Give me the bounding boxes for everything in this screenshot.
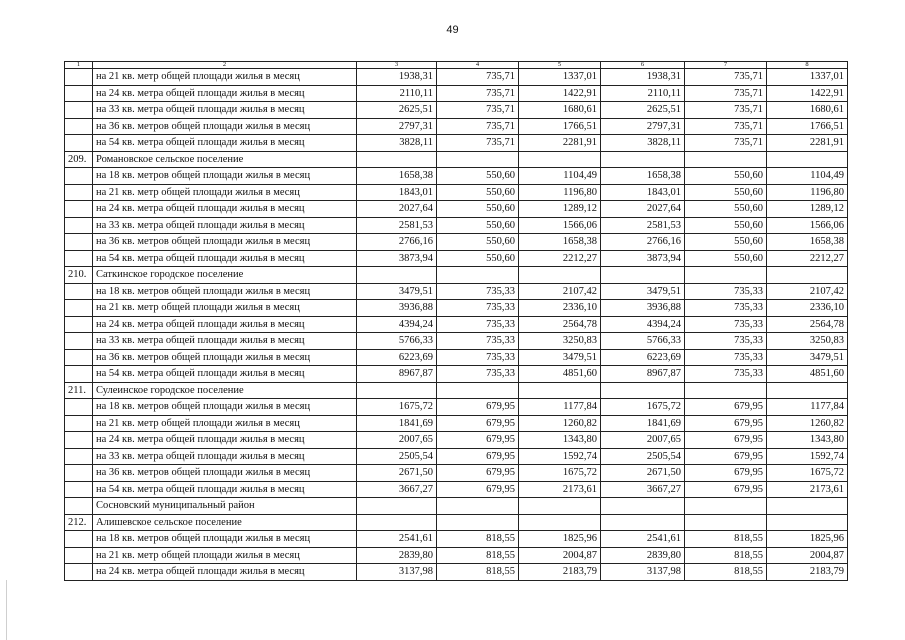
- value-cell-col-8: 2107,42: [767, 283, 848, 300]
- value-cell-col-7: 679,95: [685, 448, 767, 465]
- value-cell-col-7: 550,60: [685, 201, 767, 218]
- value-cell-col-7: [685, 382, 767, 399]
- table-header: [65, 62, 848, 69]
- value-cell-col-3: 8967,87: [357, 366, 437, 383]
- value-cell-col-8: 1675,72: [767, 465, 848, 482]
- value-cell-col-8: 2183,79: [767, 564, 848, 581]
- page-number: 49: [446, 24, 459, 36]
- row-number-cell: [65, 366, 93, 383]
- value-cell-col-3: 2839,80: [357, 547, 437, 564]
- value-cell-col-5: 2564,78: [519, 316, 601, 333]
- value-cell-col-7: 735,33: [685, 333, 767, 350]
- value-cell-col-5: 1104,49: [519, 168, 601, 185]
- row-number-cell: [65, 415, 93, 432]
- value-cell-col-6: 2110,11: [601, 85, 685, 102]
- value-cell-col-5: 1592,74: [519, 448, 601, 465]
- value-cell-col-6: 2007,65: [601, 432, 685, 449]
- value-cell-col-7: 735,71: [685, 102, 767, 119]
- value-cell-col-8: [767, 267, 848, 284]
- row-number-cell: [65, 349, 93, 366]
- value-cell-col-6: [601, 151, 685, 168]
- value-cell-col-5: [519, 151, 601, 168]
- value-cell-col-3: 2581,53: [357, 217, 437, 234]
- row-number-cell: [65, 481, 93, 498]
- value-cell-col-5: [519, 514, 601, 531]
- value-cell-col-7: 735,71: [685, 85, 767, 102]
- value-cell-col-7: 550,60: [685, 234, 767, 251]
- value-cell-col-3: 1843,01: [357, 184, 437, 201]
- value-cell-col-6: 3479,51: [601, 283, 685, 300]
- value-cell-col-3: 2766,16: [357, 234, 437, 251]
- row-number-cell: 211.: [65, 382, 93, 399]
- value-cell-col-5: 2173,61: [519, 481, 601, 498]
- value-cell-col-4: [437, 382, 519, 399]
- value-cell-col-7: [685, 151, 767, 168]
- value-cell-col-7: 550,60: [685, 217, 767, 234]
- row-name-cell: на 21 кв. метр общей площади жилья в месяц: [93, 184, 357, 201]
- value-cell-col-3: 3667,27: [357, 481, 437, 498]
- row-number-cell: [65, 102, 93, 119]
- table-row: [65, 300, 848, 317]
- table-row: [65, 102, 848, 119]
- value-cell-col-4: 818,55: [437, 547, 519, 564]
- table-row: [65, 283, 848, 300]
- value-cell-col-3: 1938,31: [357, 69, 437, 86]
- value-cell-col-7: 735,33: [685, 316, 767, 333]
- row-name-cell: на 54 кв. метра общей площади жилья в месяц: [93, 250, 357, 267]
- value-cell-col-4: 550,60: [437, 250, 519, 267]
- value-cell-col-5: 1766,51: [519, 118, 601, 135]
- value-cell-col-6: 3828,11: [601, 135, 685, 152]
- row-name-cell: Романовское сельское поселение: [93, 151, 357, 168]
- row-name-cell: на 21 кв. метр общей площади жилья в месяц: [93, 300, 357, 317]
- value-cell-col-8: 2212,27: [767, 250, 848, 267]
- row-name-cell: на 36 кв. метров общей площади жилья в месяц: [93, 234, 357, 251]
- table-row: [65, 366, 848, 383]
- table-row: [65, 399, 848, 416]
- row-number-cell: [65, 135, 93, 152]
- value-cell-col-8: 1177,84: [767, 399, 848, 416]
- value-cell-col-5: 1422,91: [519, 85, 601, 102]
- value-cell-col-4: 679,95: [437, 481, 519, 498]
- row-name-cell: на 24 кв. метра общей площади жилья в месяц: [93, 432, 357, 449]
- row-name-cell: на 54 кв. метра общей площади жилья в месяц: [93, 366, 357, 383]
- value-cell-col-7: 679,95: [685, 481, 767, 498]
- row-name-cell: на 54 кв. метра общей площади жилья в месяц: [93, 135, 357, 152]
- value-cell-col-5: 2281,91: [519, 135, 601, 152]
- value-cell-col-4: 735,33: [437, 366, 519, 383]
- scan-margin-line: [6, 580, 7, 640]
- value-cell-col-8: 1592,74: [767, 448, 848, 465]
- value-cell-col-5: 1196,80: [519, 184, 601, 201]
- value-cell-col-7: 735,33: [685, 300, 767, 317]
- value-cell-col-4: [437, 498, 519, 515]
- header-col-3: 3: [357, 62, 437, 69]
- row-number-cell: [65, 118, 93, 135]
- value-cell-col-6: 2625,51: [601, 102, 685, 119]
- row-name-cell: Саткинское городское поселение: [93, 267, 357, 284]
- row-name-cell: на 36 кв. метров общей площади жилья в месяц: [93, 349, 357, 366]
- value-cell-col-5: 2004,87: [519, 547, 601, 564]
- value-cell-col-4: 735,33: [437, 316, 519, 333]
- value-cell-col-8: 2173,61: [767, 481, 848, 498]
- value-cell-col-4: 735,71: [437, 69, 519, 86]
- value-cell-col-5: 2107,42: [519, 283, 601, 300]
- table-row: [65, 547, 848, 564]
- value-cell-col-4: 735,71: [437, 135, 519, 152]
- row-number-cell: [65, 448, 93, 465]
- value-cell-col-8: 1104,49: [767, 168, 848, 185]
- value-cell-col-8: 1825,96: [767, 531, 848, 548]
- table-row: [65, 201, 848, 218]
- value-cell-col-6: [601, 514, 685, 531]
- value-cell-col-4: 679,95: [437, 465, 519, 482]
- value-cell-col-3: [357, 514, 437, 531]
- value-cell-col-4: [437, 514, 519, 531]
- value-cell-col-3: 2505,54: [357, 448, 437, 465]
- table-row: [65, 415, 848, 432]
- table-body: [65, 69, 848, 581]
- value-cell-col-7: 735,71: [685, 135, 767, 152]
- value-cell-col-6: [601, 267, 685, 284]
- tariff-table: [64, 61, 848, 581]
- value-cell-col-3: 2625,51: [357, 102, 437, 119]
- table-row: [65, 481, 848, 498]
- value-cell-col-3: 2671,50: [357, 465, 437, 482]
- header-col-7: 7: [685, 62, 767, 69]
- table-row: [65, 184, 848, 201]
- value-cell-col-6: 2671,50: [601, 465, 685, 482]
- value-cell-col-8: 4851,60: [767, 366, 848, 383]
- row-number-cell: [65, 547, 93, 564]
- value-cell-col-3: 1658,38: [357, 168, 437, 185]
- value-cell-col-7: 818,55: [685, 564, 767, 581]
- row-number-cell: [65, 85, 93, 102]
- row-number-cell: 210.: [65, 267, 93, 284]
- table-row: [65, 69, 848, 86]
- value-cell-col-7: 735,33: [685, 366, 767, 383]
- value-cell-col-6: 3873,94: [601, 250, 685, 267]
- value-cell-col-4: 735,71: [437, 102, 519, 119]
- value-cell-col-4: 550,60: [437, 217, 519, 234]
- header-col-2: 2: [93, 62, 357, 69]
- value-cell-col-5: 1658,38: [519, 234, 601, 251]
- value-cell-col-7: 679,95: [685, 432, 767, 449]
- row-name-cell: на 33 кв. метра общей площади жилья в месяц: [93, 448, 357, 465]
- value-cell-col-8: 1343,80: [767, 432, 848, 449]
- table-row: [65, 217, 848, 234]
- value-cell-col-7: [685, 498, 767, 515]
- row-number-cell: [65, 69, 93, 86]
- value-cell-col-6: 8967,87: [601, 366, 685, 383]
- value-cell-col-4: 679,95: [437, 448, 519, 465]
- table-row: [65, 382, 848, 399]
- value-cell-col-6: 1675,72: [601, 399, 685, 416]
- value-cell-col-5: 1260,82: [519, 415, 601, 432]
- value-cell-col-4: 735,33: [437, 283, 519, 300]
- value-cell-col-8: 1658,38: [767, 234, 848, 251]
- value-cell-col-3: [357, 267, 437, 284]
- value-cell-col-7: 550,60: [685, 184, 767, 201]
- value-cell-col-6: 2797,31: [601, 118, 685, 135]
- table-row: [65, 531, 848, 548]
- value-cell-col-5: 1825,96: [519, 531, 601, 548]
- row-number-cell: [65, 399, 93, 416]
- value-cell-col-7: 735,71: [685, 118, 767, 135]
- value-cell-col-5: 1680,61: [519, 102, 601, 119]
- row-number-cell: [65, 333, 93, 350]
- value-cell-col-6: [601, 382, 685, 399]
- value-cell-col-5: 1289,12: [519, 201, 601, 218]
- header-col-8: 8: [767, 62, 848, 69]
- row-name-cell: на 24 кв. метра общей площади жилья в месяц: [93, 316, 357, 333]
- value-cell-col-6: 3137,98: [601, 564, 685, 581]
- value-cell-col-3: 2797,31: [357, 118, 437, 135]
- value-cell-col-7: 735,33: [685, 349, 767, 366]
- row-name-cell: Сулеинское городское поселение: [93, 382, 357, 399]
- value-cell-col-5: [519, 267, 601, 284]
- value-cell-col-8: 3479,51: [767, 349, 848, 366]
- row-name-cell: Сосновский муниципальный район: [93, 498, 357, 515]
- value-cell-col-3: 2110,11: [357, 85, 437, 102]
- row-name-cell: на 24 кв. метра общей площади жилья в месяц: [93, 201, 357, 218]
- header-col-5: 5: [519, 62, 601, 69]
- table-row: [65, 85, 848, 102]
- row-number-cell: [65, 234, 93, 251]
- value-cell-col-7: [685, 514, 767, 531]
- value-cell-col-6: 2027,64: [601, 201, 685, 218]
- value-cell-col-6: 1658,38: [601, 168, 685, 185]
- value-cell-col-4: 735,71: [437, 85, 519, 102]
- table-row: [65, 564, 848, 581]
- value-cell-col-5: 3479,51: [519, 349, 601, 366]
- row-name-cell: на 21 кв. метр общей площади жилья в месяц: [93, 547, 357, 564]
- value-cell-col-6: 2839,80: [601, 547, 685, 564]
- row-name-cell: на 24 кв. метра общей площади жилья в месяц: [93, 564, 357, 581]
- value-cell-col-3: 1675,72: [357, 399, 437, 416]
- row-name-cell: на 18 кв. метров общей площади жилья в месяц: [93, 531, 357, 548]
- row-name-cell: на 18 кв. метров общей площади жилья в месяц: [93, 399, 357, 416]
- value-cell-col-3: 2541,61: [357, 531, 437, 548]
- value-cell-col-3: 3873,94: [357, 250, 437, 267]
- value-cell-col-8: 1337,01: [767, 69, 848, 86]
- header-col-4: 4: [437, 62, 519, 69]
- value-cell-col-7: 818,55: [685, 531, 767, 548]
- value-cell-col-5: 3250,83: [519, 333, 601, 350]
- value-cell-col-6: 2505,54: [601, 448, 685, 465]
- value-cell-col-4: 735,71: [437, 118, 519, 135]
- value-cell-col-3: [357, 151, 437, 168]
- table-row: [65, 316, 848, 333]
- value-cell-col-6: 6223,69: [601, 349, 685, 366]
- row-number-cell: 209.: [65, 151, 93, 168]
- value-cell-col-8: 2004,87: [767, 547, 848, 564]
- value-cell-col-5: 1177,84: [519, 399, 601, 416]
- value-cell-col-3: 3137,98: [357, 564, 437, 581]
- value-cell-col-3: [357, 382, 437, 399]
- table-row: [65, 349, 848, 366]
- row-number-cell: [65, 498, 93, 515]
- row-number-cell: [65, 432, 93, 449]
- value-cell-col-3: 1841,69: [357, 415, 437, 432]
- row-number-cell: [65, 217, 93, 234]
- value-cell-col-7: 679,95: [685, 415, 767, 432]
- value-cell-col-8: [767, 382, 848, 399]
- row-name-cell: Алишевское сельское поселение: [93, 514, 357, 531]
- value-cell-col-7: 679,95: [685, 465, 767, 482]
- value-cell-col-4: 550,60: [437, 201, 519, 218]
- value-cell-col-7: 735,33: [685, 283, 767, 300]
- value-cell-col-5: [519, 382, 601, 399]
- value-cell-col-4: 550,60: [437, 184, 519, 201]
- value-cell-col-4: 735,33: [437, 349, 519, 366]
- value-cell-col-3: 4394,24: [357, 316, 437, 333]
- value-cell-col-5: 2183,79: [519, 564, 601, 581]
- row-name-cell: на 54 кв. метра общей площади жилья в месяц: [93, 481, 357, 498]
- value-cell-col-6: [601, 498, 685, 515]
- value-cell-col-8: 1766,51: [767, 118, 848, 135]
- value-cell-col-8: [767, 514, 848, 531]
- value-cell-col-8: 1260,82: [767, 415, 848, 432]
- value-cell-col-6: 3667,27: [601, 481, 685, 498]
- row-name-cell: на 21 кв. метр общей площади жилья в месяц: [93, 415, 357, 432]
- value-cell-col-8: [767, 151, 848, 168]
- value-cell-col-4: [437, 151, 519, 168]
- row-name-cell: на 21 кв. метр общей площади жилья в месяц: [93, 69, 357, 86]
- row-number-cell: [65, 300, 93, 317]
- table-row: [65, 234, 848, 251]
- table-row: [65, 267, 848, 284]
- table-row: [65, 135, 848, 152]
- value-cell-col-4: 735,33: [437, 300, 519, 317]
- table-row: [65, 498, 848, 515]
- row-number-cell: [65, 283, 93, 300]
- value-cell-col-7: 679,95: [685, 399, 767, 416]
- value-cell-col-4: 735,33: [437, 333, 519, 350]
- value-cell-col-3: 6223,69: [357, 349, 437, 366]
- value-cell-col-6: 1841,69: [601, 415, 685, 432]
- row-number-cell: [65, 184, 93, 201]
- value-cell-col-5: [519, 498, 601, 515]
- row-number-cell: [65, 168, 93, 185]
- value-cell-col-8: 1680,61: [767, 102, 848, 119]
- row-name-cell: на 36 кв. метров общей площади жилья в месяц: [93, 118, 357, 135]
- value-cell-col-8: 2336,10: [767, 300, 848, 317]
- value-cell-col-8: 1566,06: [767, 217, 848, 234]
- value-cell-col-3: [357, 498, 437, 515]
- value-cell-col-8: 3250,83: [767, 333, 848, 350]
- value-cell-col-7: 550,60: [685, 250, 767, 267]
- table-row: [65, 448, 848, 465]
- value-cell-col-3: 2007,65: [357, 432, 437, 449]
- table-row: [65, 333, 848, 350]
- row-name-cell: на 18 кв. метров общей площади жилья в месяц: [93, 168, 357, 185]
- value-cell-col-8: 1196,80: [767, 184, 848, 201]
- table-row: [65, 465, 848, 482]
- row-name-cell: на 33 кв. метра общей площади жилья в месяц: [93, 333, 357, 350]
- row-number-cell: [65, 465, 93, 482]
- value-cell-col-6: 2581,53: [601, 217, 685, 234]
- row-name-cell: на 33 кв. метра общей площади жилья в месяц: [93, 102, 357, 119]
- value-cell-col-3: 3936,88: [357, 300, 437, 317]
- table-row: [65, 118, 848, 135]
- value-cell-col-5: 4851,60: [519, 366, 601, 383]
- value-cell-col-4: 550,60: [437, 168, 519, 185]
- value-cell-col-4: 818,55: [437, 531, 519, 548]
- value-cell-col-8: 1422,91: [767, 85, 848, 102]
- table-row: [65, 250, 848, 267]
- value-cell-col-3: 2027,64: [357, 201, 437, 218]
- value-cell-col-6: 5766,33: [601, 333, 685, 350]
- value-cell-col-5: 1337,01: [519, 69, 601, 86]
- table-row: [65, 151, 848, 168]
- value-cell-col-3: 5766,33: [357, 333, 437, 350]
- row-number-cell: [65, 201, 93, 218]
- value-cell-col-4: 818,55: [437, 564, 519, 581]
- value-cell-col-5: 1343,80: [519, 432, 601, 449]
- value-cell-col-8: [767, 498, 848, 515]
- header-row: [65, 62, 848, 69]
- row-number-cell: [65, 250, 93, 267]
- value-cell-col-7: [685, 267, 767, 284]
- value-cell-col-3: 3479,51: [357, 283, 437, 300]
- value-cell-col-7: 735,71: [685, 69, 767, 86]
- value-cell-col-8: 1289,12: [767, 201, 848, 218]
- value-cell-col-3: 3828,11: [357, 135, 437, 152]
- value-cell-col-8: 2564,78: [767, 316, 848, 333]
- value-cell-col-6: 2766,16: [601, 234, 685, 251]
- row-number-cell: [65, 531, 93, 548]
- value-cell-col-7: 550,60: [685, 168, 767, 185]
- value-cell-col-5: 1675,72: [519, 465, 601, 482]
- value-cell-col-7: 818,55: [685, 547, 767, 564]
- value-cell-col-6: 4394,24: [601, 316, 685, 333]
- value-cell-col-5: 1566,06: [519, 217, 601, 234]
- value-cell-col-5: 2336,10: [519, 300, 601, 317]
- row-number-cell: 212.: [65, 514, 93, 531]
- value-cell-col-6: 3936,88: [601, 300, 685, 317]
- value-cell-col-6: 1843,01: [601, 184, 685, 201]
- table-row: [65, 514, 848, 531]
- value-cell-col-4: 550,60: [437, 234, 519, 251]
- row-name-cell: на 36 кв. метров общей площади жилья в месяц: [93, 465, 357, 482]
- value-cell-col-6: 1938,31: [601, 69, 685, 86]
- value-cell-col-4: 679,95: [437, 415, 519, 432]
- row-name-cell: на 18 кв. метров общей площади жилья в месяц: [93, 283, 357, 300]
- value-cell-col-4: 679,95: [437, 399, 519, 416]
- row-number-cell: [65, 564, 93, 581]
- value-cell-col-6: 2541,61: [601, 531, 685, 548]
- value-cell-col-5: 2212,27: [519, 250, 601, 267]
- value-cell-col-4: 679,95: [437, 432, 519, 449]
- value-cell-col-8: 2281,91: [767, 135, 848, 152]
- header-col-6: 6: [601, 62, 685, 69]
- row-name-cell: на 33 кв. метра общей площади жилья в месяц: [93, 217, 357, 234]
- row-number-cell: [65, 316, 93, 333]
- table-row: [65, 168, 848, 185]
- value-cell-col-4: [437, 267, 519, 284]
- row-name-cell: на 24 кв. метра общей площади жилья в месяц: [93, 85, 357, 102]
- table-row: [65, 432, 848, 449]
- header-col-1: 1: [65, 62, 93, 69]
